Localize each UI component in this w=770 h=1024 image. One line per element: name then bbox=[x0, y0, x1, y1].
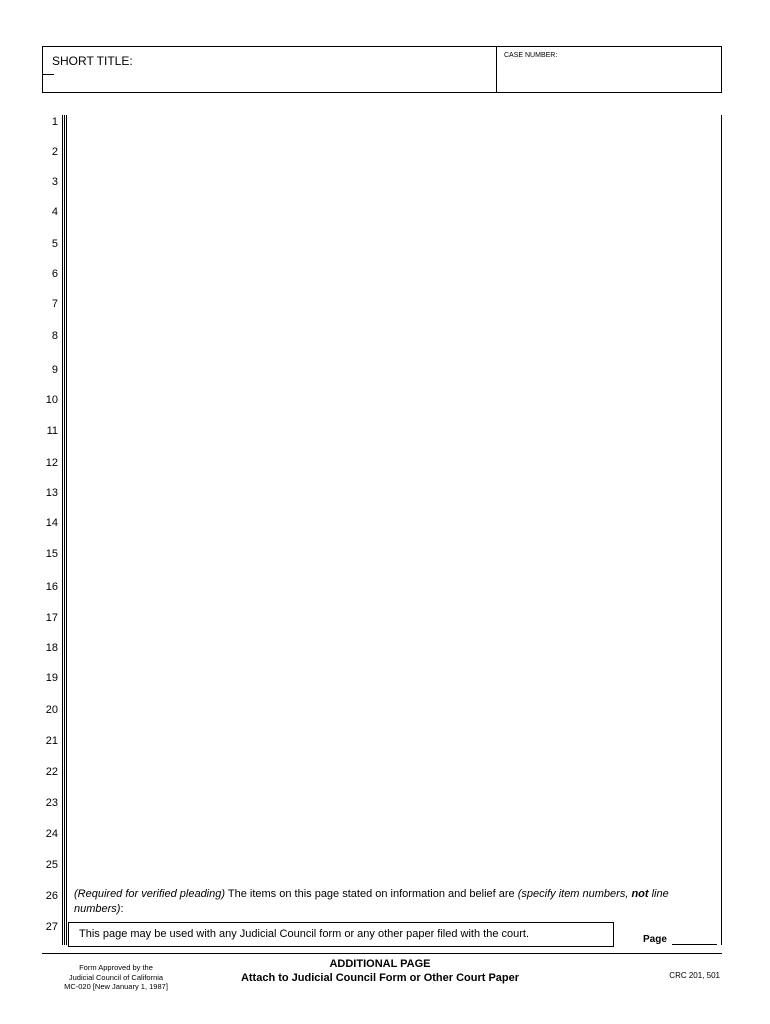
line-number: 2 bbox=[51, 146, 58, 158]
line-number: 8 bbox=[51, 330, 58, 342]
line-number: 22 bbox=[45, 766, 58, 778]
notice-box bbox=[68, 922, 614, 947]
line-number: 21 bbox=[45, 735, 58, 747]
verification-statement bbox=[74, 887, 704, 917]
approval-line-2: Judicial Council of California bbox=[68, 972, 164, 982]
page-number-field[interactable] bbox=[672, 944, 717, 945]
rule-reference: CRC 201, 501 bbox=[669, 971, 720, 980]
line-number: 3 bbox=[51, 176, 58, 188]
line-number: 4 bbox=[51, 206, 58, 218]
form-title-line-1: ADDITIONAL PAGE bbox=[329, 958, 431, 970]
line-number: 27 bbox=[45, 921, 58, 933]
page-label: Page bbox=[643, 934, 667, 945]
line-number: 26 bbox=[45, 890, 58, 902]
notice-text: This page may be used with any Judicial Council form or any other paper filed with the court. bbox=[79, 928, 530, 940]
line-number: 11 bbox=[46, 425, 58, 437]
line-number: 20 bbox=[45, 704, 58, 716]
verification-colon: : bbox=[120, 903, 124, 915]
line-number: 25 bbox=[45, 859, 58, 871]
line-number: 17 bbox=[45, 612, 58, 624]
approval-line-3: MC-020 [New January 1, 1987] bbox=[64, 982, 168, 991]
verification-required-text: (Required for verified pleading) bbox=[74, 888, 226, 900]
verification-specify-text: (specify item numbers, bbox=[517, 888, 632, 900]
left-margin-rule bbox=[62, 115, 68, 945]
line-number: 13 bbox=[45, 487, 58, 499]
line-number: 14 bbox=[45, 517, 58, 529]
line-number: 15 bbox=[45, 548, 58, 560]
line-number: 24 bbox=[45, 828, 58, 840]
short-title-field[interactable] bbox=[43, 74, 54, 75]
case-number-divider bbox=[496, 47, 497, 92]
verification-line-numbers-text: line numbers) bbox=[74, 888, 669, 915]
line-number: 1 bbox=[51, 116, 58, 128]
line-number: 10 bbox=[45, 394, 58, 406]
right-margin-rule bbox=[721, 115, 722, 945]
footer-divider bbox=[42, 953, 722, 954]
verification-middle-text: The items on this page stated on information and belief are bbox=[225, 888, 518, 900]
footer-approval bbox=[42, 963, 190, 992]
line-number: 9 bbox=[51, 364, 58, 376]
form-title-line-2: Attach to Judicial Council Form or Other Court Paper bbox=[240, 972, 520, 984]
case-number-label: CASE NUMBER: bbox=[504, 52, 558, 59]
header-box bbox=[42, 46, 722, 93]
form-title bbox=[220, 957, 540, 985]
line-number: 12 bbox=[45, 457, 58, 469]
line-number: 5 bbox=[51, 238, 58, 250]
line-number: 19 bbox=[45, 672, 58, 684]
approval-line-1: Form Approved by the bbox=[79, 963, 153, 972]
line-number: 18 bbox=[45, 642, 58, 654]
verification-not-text: not bbox=[631, 888, 649, 900]
line-number: 7 bbox=[51, 298, 58, 310]
line-number: 23 bbox=[45, 797, 58, 809]
line-number: 16 bbox=[45, 581, 58, 593]
short-title-label: SHORT TITLE: bbox=[52, 54, 133, 68]
line-number: 6 bbox=[51, 268, 58, 280]
